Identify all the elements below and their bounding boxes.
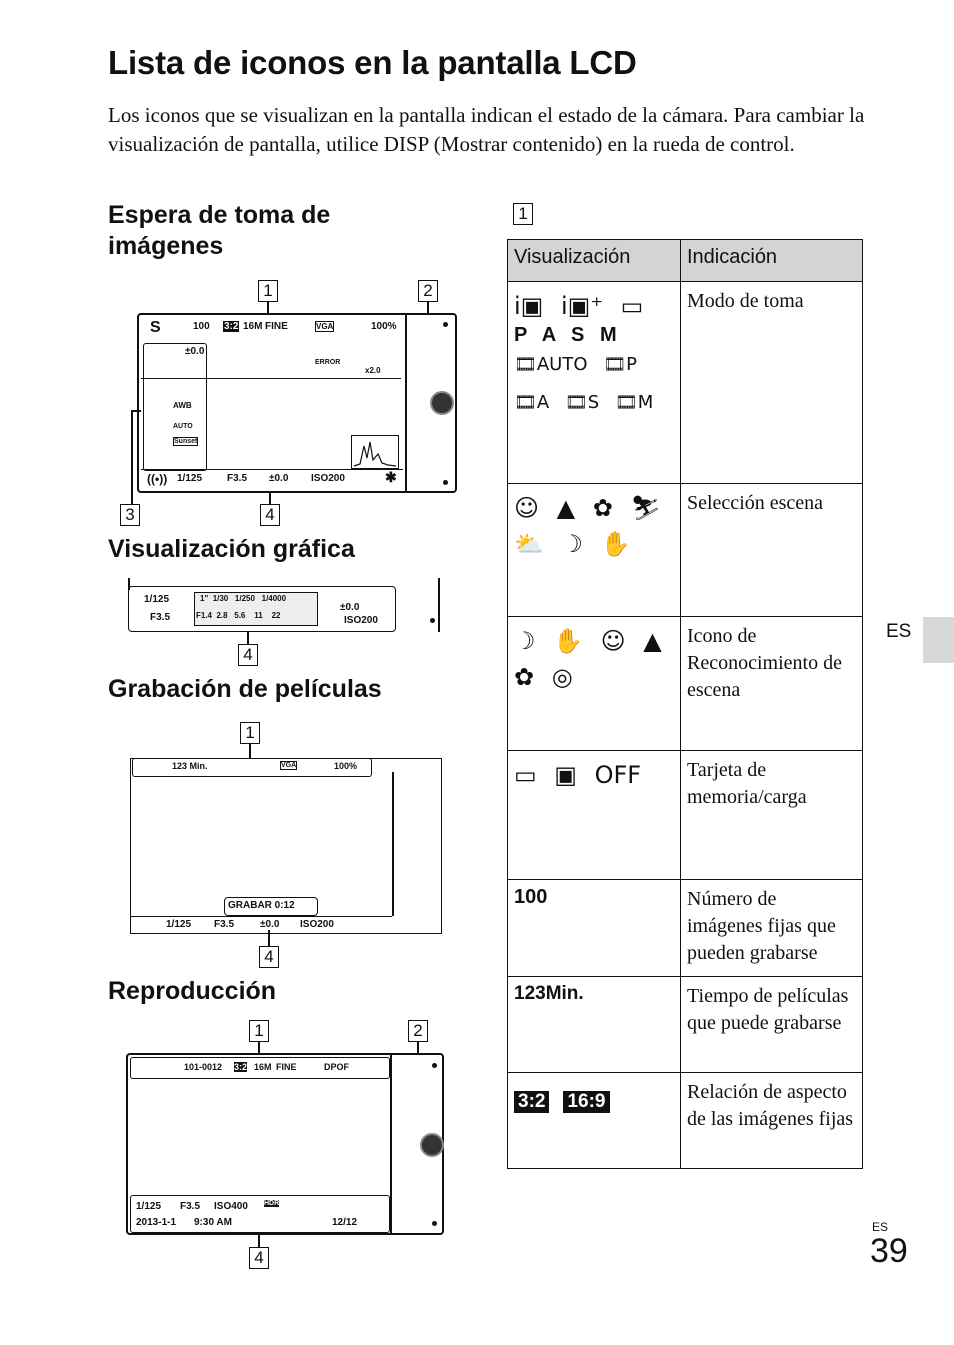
mode-indicator: S	[150, 319, 161, 336]
image-count: 100	[193, 321, 210, 332]
indication-memory-card: Tarjeta de memoria/carga	[681, 751, 863, 880]
callout-1: 1	[258, 280, 278, 302]
movie-time-display: 123Min.	[508, 977, 681, 1073]
table-row	[508, 977, 863, 1073]
callout-1d: 1	[249, 1020, 269, 1042]
pb-index: 12/12	[332, 1217, 358, 1228]
callout-4: 4	[260, 504, 280, 526]
callout-3: 3	[120, 504, 140, 526]
section-graphic-heading: Visualización gráfica	[108, 535, 355, 563]
pb-date: 2013-1-1	[136, 1217, 177, 1228]
movie-screen	[130, 758, 442, 934]
pb-quality: FINE	[276, 1062, 297, 1072]
page-number: 39	[870, 1232, 908, 1270]
table-row	[508, 282, 863, 484]
table-label: 1	[513, 203, 533, 225]
scale-shutter: 1" 1/30 1/250 1/4000	[200, 594, 287, 603]
graphic-aperture: F3.5	[150, 612, 171, 623]
table-row	[508, 484, 863, 617]
indication-scene-selection: Selección escena	[681, 484, 863, 617]
section-standby-heading: Espera de toma de imágenes	[108, 201, 331, 260]
movie-time-left: 123 Min.	[172, 761, 208, 771]
graphic-ev: ±0.0	[340, 602, 360, 613]
indication-image-count: Número de imágenes fijas que pueden grabarse	[681, 880, 863, 977]
shutter-speed: 1/125	[177, 473, 203, 484]
indication-movie-time: Tiempo de películas que puede grabarse	[681, 977, 863, 1073]
page-title: Lista de iconos en la pantalla LCD	[108, 44, 637, 81]
side-tab-label: ES	[886, 621, 912, 642]
movie-ev: ±0.0	[260, 919, 280, 930]
pb-clock: 9:30 AM	[194, 1217, 232, 1228]
callout-2: 2	[418, 280, 438, 302]
flash-comp: ±0.0	[185, 346, 205, 357]
section-movie-heading: Grabación de películas	[108, 675, 382, 703]
movie-iso: ISO200	[300, 919, 334, 930]
pb-size: 16M	[254, 1062, 272, 1072]
vga-badge: VGA	[316, 322, 334, 331]
graphic-shutter: 1/125	[144, 594, 170, 605]
zoom-level: x2.0	[365, 366, 381, 375]
section-playback-heading: Reproducción	[108, 977, 277, 1005]
histogram	[351, 435, 399, 469]
scene-sunset: Sunset	[174, 438, 198, 445]
page-lang: ES	[872, 1220, 889, 1234]
scene-selection-icons: ☺ ▲ ✿ ⛷ ⛅ ☽ ✋	[508, 484, 681, 617]
shooting-mode-icons: i▣ i▣⁺ ▭ P A S M 🎞AUTO 🎞P 🎞A 🎞S 🎞M	[508, 282, 681, 484]
table-row	[508, 617, 863, 751]
movie-battery: 100%	[334, 761, 358, 771]
indication-shooting-mode: Modo de toma	[681, 282, 863, 484]
side-tab	[923, 617, 954, 663]
aspect-ratio-icons	[508, 1073, 681, 1169]
aspect-ratio: 3:2	[224, 321, 239, 332]
memory-card-icons: ▭ ▣ OFF	[508, 751, 681, 880]
iso: ISO200	[311, 473, 345, 484]
quality: FINE	[265, 321, 288, 332]
pb-shutter: 1/125	[136, 1201, 162, 1212]
pb-folder: 101-0012	[184, 1062, 223, 1072]
image-count-display: 100	[508, 880, 681, 977]
control-dial-icon	[430, 391, 454, 415]
aperture: F3.5	[227, 473, 248, 484]
standby-screen	[137, 313, 457, 493]
scale-aperture: F1.4 2.8 5.6 11 22	[196, 611, 281, 620]
exposure-comp: ±0.0	[269, 473, 289, 484]
col-header-indication: Indicación	[681, 240, 863, 282]
pb-control-dial-icon	[420, 1133, 444, 1157]
col-header-display: Visualización	[508, 240, 681, 282]
pb-aperture: F3.5	[180, 1201, 201, 1212]
white-balance: AWB	[173, 401, 192, 410]
ae-lock-icon: ✱	[385, 469, 397, 485]
callout-4d: 4	[249, 1247, 269, 1269]
graphic-iso: ISO200	[344, 615, 378, 626]
movie-vga: VGA	[281, 762, 297, 769]
error-label: ERROR	[315, 359, 341, 366]
table-row	[508, 751, 863, 880]
pb-dpof: DPOF	[324, 1062, 350, 1072]
graphic-screen	[128, 578, 442, 632]
pb-aspect: 3:2	[234, 1062, 248, 1072]
icon-table	[507, 239, 863, 1169]
playback-screen	[126, 1053, 444, 1235]
indication-scene-recognition: Icono de Reconocimiento de escena	[681, 617, 863, 751]
pb-iso: ISO400	[214, 1201, 248, 1212]
aspect-3-2-chip: 3:2	[514, 1091, 549, 1113]
callout-4b: 4	[238, 644, 258, 666]
table-row	[508, 1073, 863, 1169]
indication-aspect-ratio: Relación de aspecto de las imágenes fijas	[681, 1073, 863, 1169]
scene-recognition-icons: ☽ ✋ ☺ ▲ ✿ ◎	[508, 617, 681, 751]
callout-4c: 4	[259, 946, 279, 968]
image-size: 16M	[243, 321, 263, 332]
steady-shot-icon: ((•))	[147, 472, 168, 486]
movie-shutter: 1/125	[166, 919, 192, 930]
callout-2d: 2	[408, 1020, 428, 1042]
callout-1c: 1	[240, 722, 260, 744]
aspect-16-9-chip: 16:9	[563, 1091, 609, 1113]
table-row	[508, 880, 863, 977]
battery-level: 100%	[371, 321, 397, 332]
rec-indicator: GRABAR 0:12	[228, 900, 295, 911]
movie-aperture: F3.5	[214, 919, 235, 930]
intro-text: Los iconos que se visualizan en la pantalla indican el estado de la cámara. Para cambiar la visualización de pantalla, utilice DISP (Mostrar contenido) en la rueda de control.	[108, 103, 865, 156]
dro-auto: AUTO	[173, 423, 193, 430]
pb-hdr: HDR	[264, 1200, 280, 1207]
